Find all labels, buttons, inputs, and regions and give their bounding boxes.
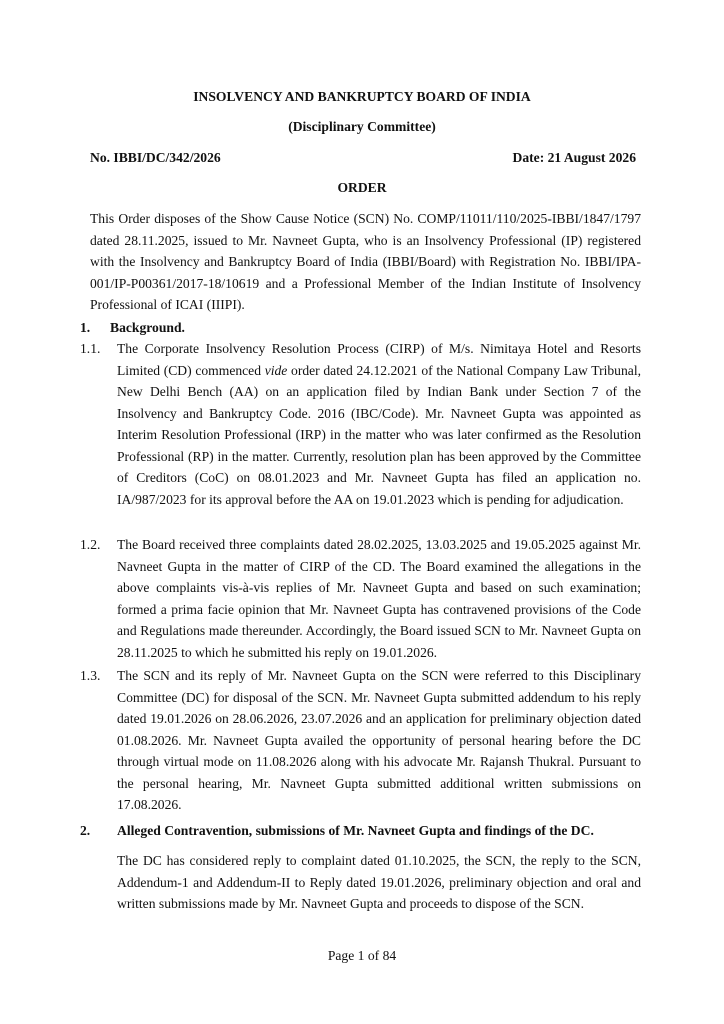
page-number: Page 1 of 84 (327, 948, 397, 963)
para-1-1-text (117, 338, 641, 510)
order-title: ORDER (337, 180, 387, 195)
section-1-number: 1. (80, 320, 91, 335)
section-1-title: Background. (110, 320, 185, 335)
section-2-title: Alleged Contravention, submissions of Mr. Navneet Gupta and findings of the DC. (117, 823, 594, 838)
org-heading: INSOLVENCY AND BANKRUPTCY BOARD OF INDIA (193, 89, 531, 104)
para-1-2-text: The Board received three complaints dated 28.02.2025, 13.03.2025 and 19.05.2025 against Mr. Navneet Gupta in the matter of CIRP of the CD. The Board examined the allegations in the above complaints vis-à-vis replies of Mr. Navneet Gupta and based on such examination; formed a prima facie opinion that Mr. Navneet Gupta has contravened provisions of the Code and Regulations made thereunder. Accordingly, the Board issued SCN to Mr. Navneet Gupta on 28.11.2025 to which he submitted his reply on 19.01.2026. (117, 537, 641, 660)
para-1-2-number: 1.2. (80, 537, 101, 552)
para-1-1-number: 1.1. (80, 341, 101, 356)
para-1-1-text-b: order dated 24.12.2021 of the National Company Law Tribunal, New Delhi Bench (AA) on an application filed by Indian Bank under Section 7 of the Insolvency and Bankruptcy Code. 2016 (IBC/Code). Mr. Navneet Gupta was appointed as Interim Resolution Professional (IRP) in the matter who was later confirmed as the Resolution Professional (RP) in the matter. Currently, resolution plan has been approved by the Committee of Creditors (CoC) on 08.01.2023 and Mr. Navneet Gupta has filed an application no. IA/987/2023 for its approval before the AA on 19.01.2023 which is pending for adjudication. (117, 362, 641, 507)
section-2-paragraph: The DC has considered reply to complaint dated 01.10.2025, the SCN, the reply to the SCN, Addendum-1 and Addendum-II to Reply dated 19.01.2026, preliminary objection and oral and written submissions made by Mr. Navneet Gupta and proceeds to dispose of the SCN. (117, 853, 641, 911)
committee-heading: (Disciplinary Committee) (288, 119, 436, 134)
order-number: No. IBBI/DC/342/2026 (90, 150, 221, 165)
para-1-1-vide: vide (264, 362, 288, 378)
para-1-1-text-a: The Corporate Insolvency Resolution Process (CIRP) of M/s. Nimitaya Hotel and Resorts Limited (CD) commenced (117, 341, 641, 378)
para-1-3-text: The SCN and its reply of Mr. Navneet Gupta on the SCN were referred to this Disciplinary Committee (DC) for disposal of the SCN. Mr. Navneet Gupta submitted addendum to his reply dated 19.01.2026 on 28.06.2026, 23.07.2026 and an application for preliminary objection dated 01.08.2026. Mr. Navneet Gupta availed the opportunity of personal hearing before the DC through virtual mode on 11.08.2026 along with his advocate Mr. Rajansh Thukral. Pursuant to the personal hearing, Mr. Navneet Gupta submitted additional written submissions on 17.08.2026. (117, 668, 641, 812)
para-1-3-number: 1.3. (80, 668, 101, 683)
order-date: Date: 21 August 2026 (512, 150, 636, 165)
section-2-number: 2. (80, 823, 91, 838)
intro-paragraph: This Order disposes of the Show Cause Notice (SCN) No. COMP/11011/110/2025-IBBI/1847/1797 dated 28.11.2025, issued to Mr. Navneet Gupta, who is an Insolvency Professional (IP) registered with the Insolvency and Bankruptcy Board of India (IBBI/Board) with Registration No. IBBI/IPA-001/IP-P00361/2017-18/10619 and a Professional Member of the Indian Institute of Insolvency Professional of ICAI (IIIPI). (90, 211, 641, 312)
